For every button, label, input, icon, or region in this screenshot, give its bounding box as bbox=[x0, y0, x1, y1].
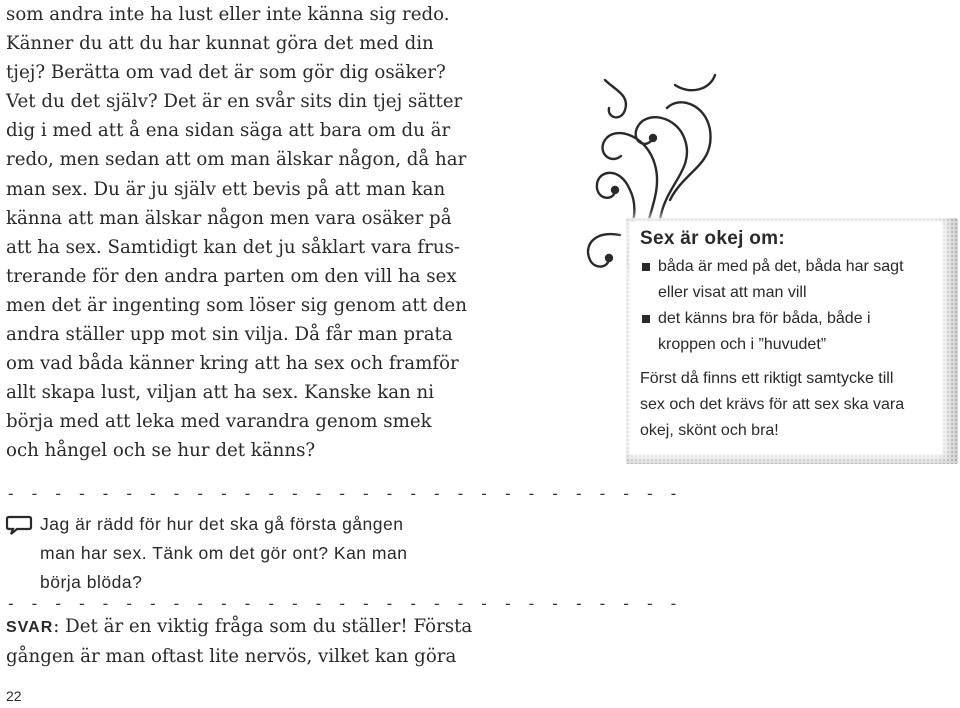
dashed-divider-bottom: - - - - - - - - - - - - - - - - - - - - - - - - - - - - - bbox=[6, 594, 681, 613]
square-bullet-icon bbox=[642, 315, 650, 323]
body-line: allt skapa lust, viljan att ha sex. Kanske kan ni bbox=[6, 382, 435, 404]
question-line: börja blöda? bbox=[40, 572, 143, 592]
answer-label: SVAR bbox=[6, 619, 54, 636]
square-bullet-icon bbox=[642, 263, 650, 271]
list-item bbox=[640, 254, 934, 306]
list-item-text: kroppen och i ”huvudet” bbox=[658, 336, 827, 353]
consent-infobox bbox=[630, 222, 942, 454]
infobox-list bbox=[640, 254, 934, 358]
list-item-text: båda är med på det, båda har sagt bbox=[658, 258, 904, 275]
body-line: och hångel och se hur det känns? bbox=[6, 440, 316, 462]
question-line: Jag är rädd för hur det ska gå första gången bbox=[40, 514, 404, 534]
body-line: börja med att leka med varandra genom smek bbox=[6, 411, 432, 433]
list-item bbox=[640, 306, 934, 358]
body-line: men det är ingenting som löser sig genom att den bbox=[6, 294, 467, 316]
page-number: 22 bbox=[6, 688, 22, 704]
conclusion-line: sex och det krävs för att sex ska vara bbox=[640, 396, 905, 413]
answer-block bbox=[6, 612, 472, 671]
answer-line bbox=[6, 612, 472, 642]
body-line: Vet du det själv? Det är en svår sits din tjej sätter bbox=[6, 91, 463, 113]
body-line: andra ställer upp mot sin vilja. Då får man prata bbox=[6, 324, 453, 346]
infobox-conclusion bbox=[640, 366, 934, 444]
body-line: dig i med att å ena sidan säga att bara om du är bbox=[6, 120, 451, 142]
answer-line: gången är man oftast lite nervös, vilket kan göra bbox=[6, 646, 457, 668]
body-line: trerande för den andra parten om den vill ha sex bbox=[6, 265, 457, 287]
list-item-text: eller visat att man vill bbox=[658, 284, 807, 301]
body-line: Känner du att du har kunnat göra det med din bbox=[6, 33, 434, 55]
question-line: man har sex. Tänk om det gör ont? Kan man bbox=[40, 543, 408, 563]
body-line: man sex. Du är ju själv ett bevis på att man kan bbox=[6, 178, 446, 200]
conclusion-line: okej, skönt och bra! bbox=[640, 422, 779, 439]
dashed-divider-top: - - - - - - - - - - - - - - - - - - - - - - - - - - - - - bbox=[6, 484, 681, 503]
body-text bbox=[6, 0, 467, 466]
body-line: redo, men sedan att om man älskar någon, då har bbox=[6, 149, 467, 171]
question-block bbox=[6, 510, 446, 597]
body-line: tjej? Berätta om vad det är som gör dig osäker? bbox=[6, 62, 446, 84]
infobox-title: Sex är okej om: bbox=[640, 228, 785, 249]
speech-bubble-icon bbox=[6, 514, 32, 536]
body-line: att ha sex. Samtidigt kan det ju såklart vara frus- bbox=[6, 236, 461, 258]
conclusion-line: Först då finns ett riktigt samtycke till bbox=[640, 370, 894, 387]
body-line: som andra inte ha lust eller inte känna sig redo. bbox=[6, 4, 450, 25]
body-line: känna att man älskar någon men vara osäker på bbox=[6, 207, 452, 229]
body-line: om vad båda känner kring att ha sex och framför bbox=[6, 353, 459, 375]
answer-text: : Det är en viktig fråga som du ställer! Första bbox=[53, 616, 473, 637]
list-item-text: det känns bra för båda, både i bbox=[658, 310, 871, 327]
